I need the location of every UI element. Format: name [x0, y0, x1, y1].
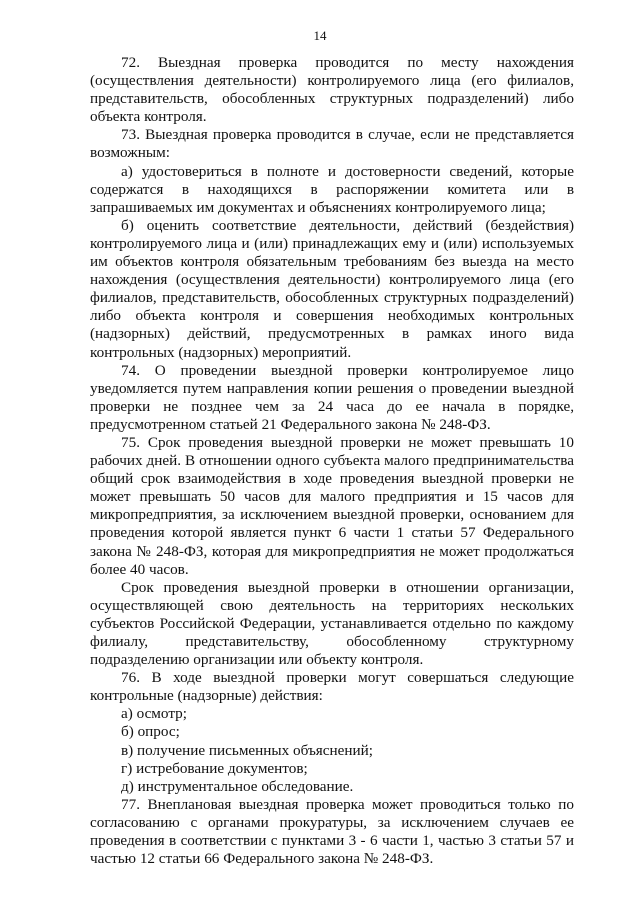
list-item-b: б) опрос; [121, 723, 180, 741]
paragraph-75: 75. Срок проведения выездной проверки не может превышать 10 рабочих дней. В отношении одного субъекта малого предпринимательства общий срок взаимодействия в ходе проведения выездной проверки не может превышать 50 часов для малого предприятия и 15 часов для микропредприятия, за исключением выездной проверки, основанием для проведения которой является пункт 6 части 1 статьи 57 Федерального закона № 248-ФЗ, которая для микропредприятия не может продолжаться более 40 часов. [90, 433, 574, 578]
paragraph-72: 72. Выездная проверка проводится по месту нахождения (осуществления деятельности) контролируемого лица (его филиалов, представительств, обособленных структурных подразделений) либо объекта контроля. [90, 54, 574, 126]
paragraph-76: 76. В ходе выездной проверки могут совершаться следующие контрольные (надзорные) действия: [90, 669, 574, 705]
list-item-v: в) получение письменных объяснений; [121, 741, 374, 759]
paragraph-73: 73. Выездная проверка проводится в случае, если не представляется возможным: [90, 126, 574, 162]
paragraph-74: 74. О проведении выездной проверки контролируемое лицо уведомляется путем направления копии решения о проведении выездной проверки не позднее чем за 24 часа до ее начала в порядке, предусмотренном статьей 21 Федерального закона № 248-ФЗ. [90, 361, 574, 433]
paragraph-73-b: б) оценить соответствие деятельности, действий (бездействия) контролируемого лица и (или) принадлежащих ему и (или) используемых им объектов контроля обязательным требованиям без выезда на место нахождения (осуществления деятельности) контролируемого лица (его филиалов, представительств, обособленных структурных подразделений) либо объекта контроля и совершения необходимых контрольных (надзорных) действий, предусмотренных в рамках иного вида контрольных (надзорных) мероприятий. [90, 216, 574, 361]
page-number: 14 [313, 28, 327, 43]
list-item-a: а) осмотр; [121, 705, 187, 723]
paragraph-73-a: а) удостовериться в полноте и достоверности сведений, которые содержатся в находящихся в распоряжении комитета или в запрашиваемых им документах и объяснениях контролируемого лица; [90, 162, 574, 216]
list-item-g: г) истребование документов; [121, 759, 308, 777]
document-body [90, 54, 574, 868]
paragraph-75-continued: Срок проведения выездной проверки в отношении организации, осуществляющей свою деятельность на территориях нескольких субъектов Российской Федерации, устанавливается отдельно по каждому филиалу, представительству, обособленному структурному подразделению организации или объекту контроля. [90, 578, 574, 669]
list-item-d: д) инструментальное обследование. [121, 777, 354, 795]
paragraph-77: 77. Внеплановая выездная проверка может проводиться только по согласованию с органами прокуратуры, за исключением случаев ее проведения в соответствии с пунктами 3 - 6 части 1, частью 3 статьи 57 и частью 12 статьи 66 Федерального закона № 248-ФЗ. [90, 795, 574, 868]
